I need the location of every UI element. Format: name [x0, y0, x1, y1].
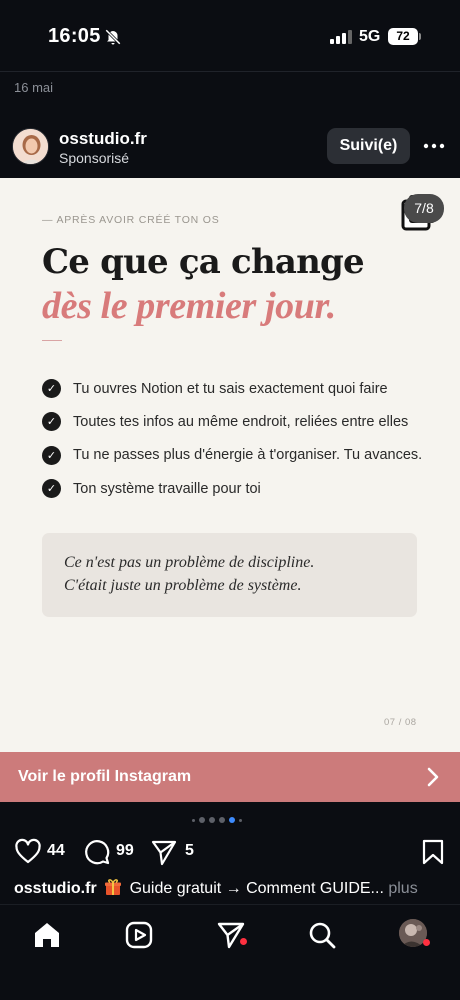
comment-count[interactable]: 99: [116, 842, 134, 859]
checklist-text: Tu ne passes plus d'énergie à t'organiser. Tu avances.: [73, 447, 423, 464]
check-icon: ✓: [42, 479, 61, 498]
headline-rule: [42, 340, 62, 341]
checklist-item: [42, 439, 432, 472]
caption-username[interactable]: osstudio.fr: [14, 880, 97, 897]
gift-icon: [104, 878, 122, 896]
quote-line-2: C'était juste un problème de système.: [64, 577, 302, 594]
view-profile-cta[interactable]: [0, 752, 460, 802]
header-divider: [0, 71, 460, 72]
chevron-right-icon: [426, 767, 440, 787]
comment-icon[interactable]: [83, 838, 111, 866]
share-count[interactable]: 5: [185, 842, 194, 859]
sponsored-label: Sponsorisé: [59, 150, 130, 166]
slide-eyebrow: — APRÈS AVOIR CRÉÉ TON OS: [42, 214, 220, 226]
battery-tip: [419, 33, 421, 40]
status-bar: [0, 0, 460, 72]
carousel-pagination: [192, 817, 262, 823]
checklist-item: [42, 472, 432, 505]
bottom-navigation: [0, 905, 460, 1000]
reels-icon[interactable]: [124, 920, 154, 950]
carousel-slide[interactable]: [0, 178, 460, 752]
slide-counter: 7/8: [404, 194, 444, 223]
checklist-text: Tu ouvres Notion et tu sais exactement quoi faire: [73, 380, 388, 397]
post-date: 16 mai: [14, 80, 54, 95]
signal-icon: [330, 30, 352, 44]
headline-line-1: Ce que ça change: [42, 242, 364, 282]
quote-box: [42, 533, 417, 617]
check-icon: ✓: [42, 379, 61, 398]
messages-icon[interactable]: [216, 920, 246, 950]
pagination-dot: [192, 819, 195, 822]
account-name[interactable]: osstudio.fr: [59, 129, 147, 148]
like-count[interactable]: 44: [47, 842, 65, 859]
profile-notification-dot: [423, 939, 430, 946]
follow-button[interactable]: Suivi(e): [327, 128, 410, 164]
bookmark-icon[interactable]: [419, 838, 447, 866]
checklist-text: Toutes tes infos au même endroit, reliées entre elles: [73, 413, 409, 430]
check-icon: ✓: [42, 446, 61, 465]
messages-notification-dot: [240, 938, 247, 945]
status-time: 16:05: [48, 25, 101, 47]
checklist-text: Ton système travaille pour toi: [73, 480, 261, 497]
avatar-portrait-icon: [13, 129, 49, 165]
more-options-icon[interactable]: [420, 136, 448, 156]
pagination-dot: [209, 817, 215, 823]
headline-line-2: dès le premier jour.: [42, 285, 336, 327]
pagination-dot: [219, 817, 225, 823]
account-avatar[interactable]: [12, 128, 49, 165]
bell-off-icon: [104, 28, 122, 46]
pagination-dot: [199, 817, 205, 823]
slide-page-number: 07 / 08: [384, 717, 417, 728]
check-icon: ✓: [42, 412, 61, 431]
post-actions: [0, 836, 460, 868]
cta-label: Voir le profil Instagram: [18, 768, 192, 785]
network-label: 5G: [359, 28, 381, 45]
search-icon[interactable]: [307, 920, 337, 950]
checklist-item: [42, 405, 432, 438]
post-caption[interactable]: [14, 878, 454, 898]
caption-more-link[interactable]: plus: [388, 880, 418, 897]
pagination-dot-active: [229, 817, 235, 823]
checklist-item: [42, 372, 432, 405]
caption-text: Guide gratuit → Comment GUIDE...: [129, 880, 384, 897]
benefit-checklist: [42, 372, 432, 505]
quote-line-1: Ce n'est pas un problème de discipline.: [64, 554, 315, 571]
home-icon[interactable]: [32, 920, 62, 950]
battery-icon: 72: [388, 28, 418, 45]
pagination-dot: [239, 819, 242, 822]
like-heart-icon[interactable]: [14, 838, 42, 866]
share-send-icon[interactable]: [150, 838, 178, 866]
